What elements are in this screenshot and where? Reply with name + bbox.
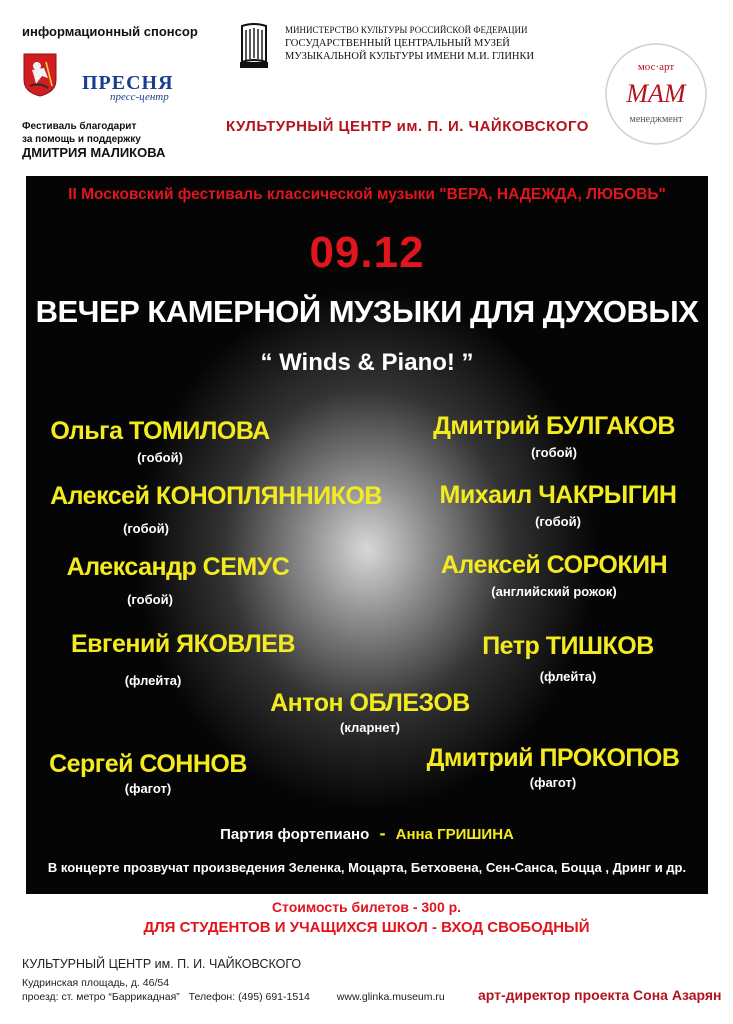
performer-name: Александр СЕМУС (66, 553, 290, 581)
glinka-museum-logo-icon (236, 22, 272, 72)
performer (36, 482, 396, 536)
performer-name: Алексей СОРОКИН (440, 551, 668, 579)
thanks-line-1: Фестиваль благодарит (22, 121, 137, 132)
footer-site[interactable]: www.glinka.museum.ru (336, 991, 445, 1003)
performer-instrument: (кларнет) (339, 720, 401, 735)
performer (462, 632, 674, 684)
ministry-line-1: МИНИСТЕРСТВО КУЛЬТУРЫ РОССИЙСКОЙ ФЕДЕРАЦИИ (285, 25, 528, 35)
performer-instrument: (гобой) (127, 592, 173, 607)
ticket-price: Стоимость билетов - 300 р. (271, 899, 462, 915)
piano-label: Партия фортепиано (220, 826, 370, 843)
performer (420, 481, 696, 529)
ministry-line-2: ГОСУДАРСТВЕННЫЙ ЦЕНТРАЛЬНЫЙ МУЗЕЙ (285, 38, 510, 49)
performer (250, 689, 490, 735)
festival-title: II Московский фестиваль классической музыки "ВЕРА, НАДЕЖДА, ЛЮБОВЬ" (68, 186, 666, 203)
performer-instrument: (гобой) (535, 514, 581, 529)
mosart-top: мос·арт (637, 61, 675, 73)
footer-title: КУЛЬТУРНЫЙ ЦЕНТР им. П. И. ЧАЙКОВСКОГО (22, 957, 302, 971)
performer-name: Ольга ТОМИЛОВА (50, 417, 270, 445)
footer-address: Кудринская площадь, д. 46/54 (22, 977, 170, 989)
performer-instrument: (фагот) (124, 781, 172, 796)
piano-line (26, 823, 708, 844)
mosart-mono: МАМ (626, 79, 686, 108)
thanks-line-2: за помощь и поддержку (22, 134, 141, 145)
performer (52, 553, 304, 607)
thanks-name: ДМИТРИЯ МАЛИКОВА (22, 145, 166, 160)
performer-name: Дмитрий БУЛГАКОВ (433, 412, 675, 440)
presnya-logo (82, 72, 174, 103)
performer (404, 744, 702, 790)
footer-phone: Телефон: (495) 691-1514 (188, 991, 310, 1003)
program-line: В концерте прозвучат произведения Зеленка, Моцарта, Бетховена, Сен-Санса, Боцца , Дринг и др. (47, 860, 687, 875)
mosart-bottom: менеджмент (629, 114, 683, 125)
ministry-line-3: МУЗЫКАЛЬНОЙ КУЛЬТУРЫ ИМЕНИ М.И. ГЛИНКИ (285, 51, 535, 62)
performer-instrument: (фагот) (529, 775, 577, 790)
footer-metro: проезд: ст. метро “Баррикадная” (22, 991, 180, 1003)
thanks-block (22, 120, 165, 159)
mosart-logo (602, 40, 710, 148)
performer-instrument: (флейта) (124, 673, 182, 688)
performer-name: Антон ОБЛЕЗОВ (270, 689, 470, 717)
performer-instrument: (гобой) (531, 445, 577, 460)
event-heading: ВЕЧЕР КАМЕРНОЙ МУЗЫКИ ДЛЯ ДУХОВЫХ (35, 294, 699, 329)
performer-name: Алексей КОНОПЛЯННИКОВ (50, 482, 382, 510)
footer-contacts (22, 991, 451, 1003)
performer (416, 551, 692, 599)
performer-name: Михаил ЧАКРЫГИН (439, 481, 677, 509)
presnya-sub: пресс-центр (110, 91, 169, 103)
performer-name: Сергей СОННОВ (49, 750, 247, 778)
sponsor-title: информационный спонсор (22, 24, 198, 39)
event-subtitle: “ Winds & Piano! ” (260, 349, 474, 376)
performer (52, 630, 314, 688)
performer-instrument: (английский рожок) (491, 584, 617, 599)
moscow-coat-of-arms-icon (22, 52, 58, 98)
performer-instrument: (гобой) (137, 450, 183, 465)
performer-name: Петр ТИШКОВ (482, 632, 654, 660)
event-date: 09.12 (309, 228, 425, 277)
performer-instrument: (флейта) (539, 669, 597, 684)
performer (34, 750, 262, 796)
pianist-name: Анна ГРИШИНА (395, 826, 514, 843)
performer (40, 417, 280, 465)
art-director: арт-директор проекта Сона Азарян (478, 987, 722, 1003)
performer (412, 412, 696, 460)
culture-center-title: КУЛЬТУРНЫЙ ЦЕНТР им. П. И. ЧАЙКОВСКОГО (226, 118, 589, 135)
performer-name: Дмитрий ПРОКОПОВ (426, 744, 680, 772)
performer-instrument: (гобой) (123, 521, 169, 536)
performer-name: Евгений ЯКОВЛЕВ (70, 630, 296, 658)
ministry-block (285, 24, 534, 63)
piano-dash: - (379, 823, 386, 843)
free-entry: ДЛЯ СТУДЕНТОВ И УЧАЩИХСЯ ШКОЛ - ВХОД СВОБОДНЫЙ (143, 919, 590, 936)
presnya-name: ПРЕСНЯ (82, 72, 174, 94)
